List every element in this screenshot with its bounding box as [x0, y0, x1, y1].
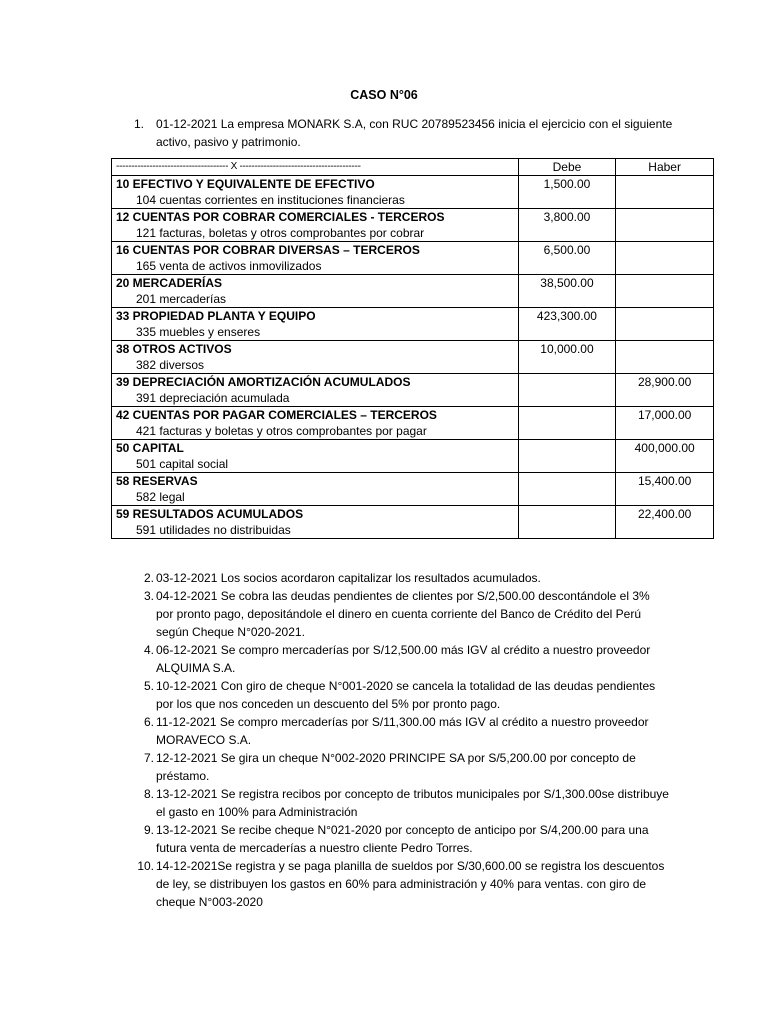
haber-cell	[616, 407, 714, 440]
header-haber: Haber	[616, 159, 714, 176]
debe-amount: 1,500.00	[543, 177, 591, 191]
list-item	[110, 713, 670, 749]
table-row	[112, 275, 714, 308]
haber-amount: 28,900.00	[637, 375, 692, 389]
item-number: 5.	[143, 679, 154, 693]
item-number: 7.	[143, 751, 154, 765]
sub-account-name: 421 facturas y boletas y otros comprobantes por pagar	[136, 424, 427, 438]
sub-account-name: 104 cuentas corrientes en instituciones financieras	[136, 193, 405, 207]
intro-number: 1.	[134, 117, 145, 131]
debe-cell	[518, 473, 616, 506]
account-cell	[112, 506, 519, 539]
table-row	[112, 473, 714, 506]
account-cell	[112, 176, 519, 209]
haber-cell	[616, 440, 714, 473]
item-number: 8.	[143, 787, 154, 801]
transaction-list	[110, 569, 670, 911]
item-text: 11-12-2021 Se compro mercaderías por S/11,300.00 más IGV al crédito a nuestro proveedor MORAVECO S.A.	[156, 715, 649, 747]
intro-item	[134, 115, 694, 151]
account-name: 20 MERCADERÍAS	[116, 276, 223, 290]
sub-account-name: 201 mercaderías	[136, 292, 227, 306]
item-number: 2.	[143, 571, 154, 585]
account-cell	[112, 407, 519, 440]
haber-amount: 17,000.00	[637, 408, 692, 422]
sub-account-name: 121 facturas, boletas y otros comprobantes por cobrar	[136, 226, 425, 240]
item-number: 10.	[137, 859, 154, 873]
item-number: 9.	[143, 823, 154, 837]
header-debe: Debe	[518, 159, 616, 176]
table-row	[112, 242, 714, 275]
account-cell	[112, 341, 519, 374]
haber-cell	[616, 506, 714, 539]
account-name: 38 OTROS ACTIVOS	[116, 342, 232, 356]
haber-amount: 400,000.00	[634, 441, 695, 455]
haber-cell	[616, 275, 714, 308]
list-item	[110, 677, 670, 713]
debe-cell	[518, 308, 616, 341]
ledger-header-row	[112, 159, 714, 176]
debe-cell	[518, 440, 616, 473]
item-text: 03-12-2021 Los socios acordaron capitalizar los resultados acumulados.	[156, 571, 541, 585]
header-desc: ------------------------------------- X ----------------------------------------	[112, 159, 519, 176]
haber-amount: 22,400.00	[637, 507, 692, 521]
item-text: 12-12-2021 Se gira un cheque N°002-2020 PRINCIPE SA por S/5,200.00 por concepto de préstamo.	[156, 751, 636, 783]
account-name: 33 PROPIEDAD PLANTA Y EQUIPO	[116, 309, 316, 323]
table-row	[112, 176, 714, 209]
list-item	[110, 749, 670, 785]
debe-amount: 3,800.00	[543, 210, 591, 224]
ledger-table	[111, 158, 714, 539]
account-name: 42 CUENTAS POR PAGAR COMERCIALES – TERCEROS	[116, 408, 437, 422]
haber-cell	[616, 176, 714, 209]
case-title: CASO N°06	[350, 88, 418, 102]
sub-account-name: 165 venta de activos inmovilizados	[136, 259, 322, 273]
sub-account-name: 335 muebles y enseres	[136, 325, 261, 339]
sub-account-name: 382 diversos	[136, 358, 205, 372]
haber-cell	[616, 374, 714, 407]
table-row	[112, 506, 714, 539]
table-row	[112, 209, 714, 242]
list-item	[110, 785, 670, 821]
debe-amount: 10,000.00	[540, 342, 594, 356]
item-text: 04-12-2021 Se cobra las deudas pendientes de clientes por S/2,500.00 descontándole el 3% por pronto pago, depositándole el dinero en cuenta corriente del Banco de Crédito del Perú según Cheque N°020-2021.	[156, 589, 650, 639]
list-item	[110, 587, 670, 641]
item-text: 10-12-2021 Con giro de cheque N°001-2020 se cancela la totalidad de las deudas pendientes por los que nos conceden un descuento del 5% por pronto pago.	[156, 679, 656, 711]
item-text: 13-12-2021 Se recibe cheque N°021-2020 por concepto de anticipo por S/4,200.00 para una futura venta de mercaderías a nuestro cliente Pedro Torres.	[156, 823, 649, 855]
account-cell	[112, 308, 519, 341]
haber-cell	[616, 341, 714, 374]
account-name: 50 CAPITAL	[116, 441, 184, 455]
list-item	[110, 569, 670, 587]
debe-cell	[518, 176, 616, 209]
account-cell	[112, 275, 519, 308]
table-row	[112, 308, 714, 341]
table-row	[112, 407, 714, 440]
sub-account-name: 591 utilidades no distribuidas	[136, 523, 291, 537]
account-name: 12 CUENTAS POR COBRAR COMERCIALES - TERCEROS	[116, 210, 445, 224]
debe-cell	[518, 275, 616, 308]
item-number: 3.	[143, 589, 154, 603]
account-cell	[112, 473, 519, 506]
debe-cell	[518, 407, 616, 440]
debe-cell	[518, 242, 616, 275]
haber-cell	[616, 473, 714, 506]
debe-cell	[518, 209, 616, 242]
list-item	[110, 857, 670, 911]
debe-cell	[518, 374, 616, 407]
account-cell	[112, 209, 519, 242]
table-row	[112, 440, 714, 473]
sub-account-name: 501 capital social	[136, 457, 229, 471]
haber-cell	[616, 209, 714, 242]
item-text: 14-12-2021Se registra y se paga planilla de sueldos por S/30,600.00 se registra los descuentos de ley, se distribuyen los gastos en 60% para administración y 40% para ventas. con giro de cheque N°003-2020	[156, 859, 665, 909]
haber-amount: 15,400.00	[637, 474, 692, 488]
sub-account-name: 582 legal	[136, 490, 185, 504]
account-name: 58 RESERVAS	[116, 474, 198, 488]
debe-amount: 6,500.00	[543, 243, 591, 257]
account-name: 59 RESULTADOS ACUMULADOS	[116, 507, 304, 521]
debe-amount: 38,500.00	[540, 276, 594, 290]
debe-cell	[518, 341, 616, 374]
account-name: 16 CUENTAS POR COBRAR DIVERSAS – TERCEROS	[116, 243, 420, 257]
intro-text: 01-12-2021 La empresa MONARK S.A, con RUC 20789523456 inicia el ejercicio con el siguiente activo, pasivo y patrimonio.	[156, 117, 673, 149]
sub-account-name: 391 depreciación acumulada	[136, 391, 290, 405]
item-number: 4.	[143, 643, 154, 657]
table-row	[112, 374, 714, 407]
table-row	[112, 341, 714, 374]
item-text: 06-12-2021 Se compro mercaderías por S/12,500.00 más IGV al crédito a nuestro proveedor ALQUIMA S.A.	[156, 643, 651, 675]
account-cell	[112, 242, 519, 275]
item-number: 6.	[143, 715, 154, 729]
haber-cell	[616, 308, 714, 341]
item-text: 13-12-2021 Se registra recibos por concepto de tributos municipales por S/1,300.00se distribuye el gasto en 100% para Administración	[156, 787, 669, 819]
list-item	[110, 641, 670, 677]
account-cell	[112, 374, 519, 407]
account-name: 10 EFECTIVO Y EQUIVALENTE DE EFECTIVO	[116, 177, 375, 191]
list-item	[110, 821, 670, 857]
account-cell	[112, 440, 519, 473]
debe-amount: 423,300.00	[536, 309, 597, 323]
debe-cell	[518, 506, 616, 539]
haber-cell	[616, 242, 714, 275]
account-name: 39 DEPRECIACIÓN AMORTIZACIÓN ACUMULADOS	[116, 375, 411, 389]
